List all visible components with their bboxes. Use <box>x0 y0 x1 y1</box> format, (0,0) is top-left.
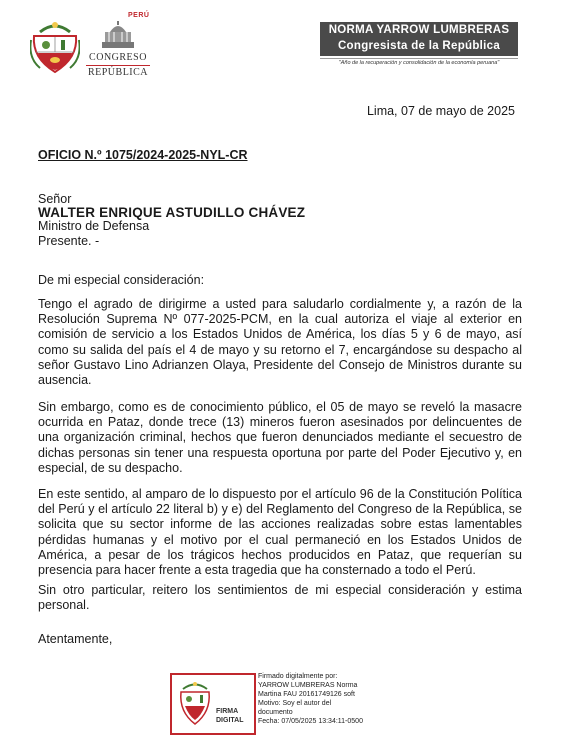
member-name: NORMA YARROW LUMBRERAS <box>328 24 510 36</box>
republic-wordmark: REPÚBLICA <box>87 67 149 78</box>
letter-date: Lima, 07 de mayo de 2025 <box>366 104 515 118</box>
signature-line: Firmado digitalmente por: <box>258 673 338 680</box>
body-paragraph-1: Tengo el agrado de dirigirme a usted para saludarlo cordialmente y, a razón de la Resolución Suprema Nº 077-2025-PCM, en la cual autoriza el viaje al exterior en comisión de servicio a los Estados Unidos de América, los días 5 y 6 de mayo, así como su salida del país el 4 de mayo y su retorno el 7, encargándose su despacho al señor Gustavo Lino Adrianzen Olaya, Presidente del Consejo de Ministros durante su ausencia. <box>38 297 522 388</box>
stamp-digital: DIGITAL <box>216 717 244 724</box>
member-role: Congresista de la República <box>337 40 501 52</box>
signature-details <box>258 672 363 726</box>
year-motto: "Año de la recuperación y consolidación de la economía peruana" <box>338 60 500 66</box>
banner-divider <box>320 58 518 59</box>
member-banner <box>320 22 518 56</box>
signature-line: Motivo: Soy el autor del <box>258 700 332 707</box>
body-paragraph-4: Sin otro particular, reitero los sentimientos de mi especial consideración y estima personal. <box>38 583 522 613</box>
congress-wordmark-divider <box>86 65 150 66</box>
signature-line: documento <box>258 709 293 716</box>
congress-building-icon <box>100 20 136 50</box>
greeting: De mi especial consideración: <box>38 273 205 287</box>
salutation-title: Señor <box>38 192 72 206</box>
signature-seal-icon <box>175 678 215 728</box>
body-paragraph-2: Sin embargo, como es de conocimiento público, el 05 de mayo se reveló la masacre ocurrida en Pataz, donde trece (13) mineros fueron asesinados por delincuentes de una organización criminal, hechos que fueron denunciados mediante el secuestro de dichas personas sin tener una respuesta oportuna por parte del Poder Ejecutivo y, en especial, de su despacho. <box>38 400 522 475</box>
national-coat-of-arms-icon <box>30 18 80 74</box>
peru-label: PERÚ <box>128 12 150 19</box>
recipient-name: WALTER ENRIQUE ASTUDILLO CHÁVEZ <box>38 205 306 220</box>
closing: Atentamente, <box>38 632 113 646</box>
digital-signature-stamp <box>170 673 256 735</box>
signature-line: YARROW LUMBRERAS Norma <box>258 682 358 689</box>
signature-line: Martina FAU 20161749126 soft <box>258 691 355 698</box>
stamp-firma: FIRMA <box>216 708 239 715</box>
recipient-role: Ministro de Defensa <box>38 219 150 233</box>
congress-logo <box>84 12 152 78</box>
presente-line: Presente. - <box>38 234 100 248</box>
congress-wordmark: CONGRESO <box>89 52 147 63</box>
signature-line: Fecha: 07/05/2025 13:34:11-0500 <box>258 718 363 725</box>
body-paragraph-3: En este sentido, al amparo de lo dispuesto por el artículo 96 de la Constitución Política del Perú y el artículo 22 literal b) y e) del Reglamento del Congreso de la República, se solicita que su sector informe de las acciones realizadas sobre estas lamentables pérdidas humanas y el motivo por el cual permaneció en los Estados Unidos de América, a pesar de los trágicos hechos producidos en Pataz, que requerían su presencia para hacer frente a esta tragedia que ha consternado a todo el Perú. <box>38 487 522 578</box>
document-reference: OFICIO N.º 1075/2024-2025-NYL-CR <box>38 148 248 162</box>
